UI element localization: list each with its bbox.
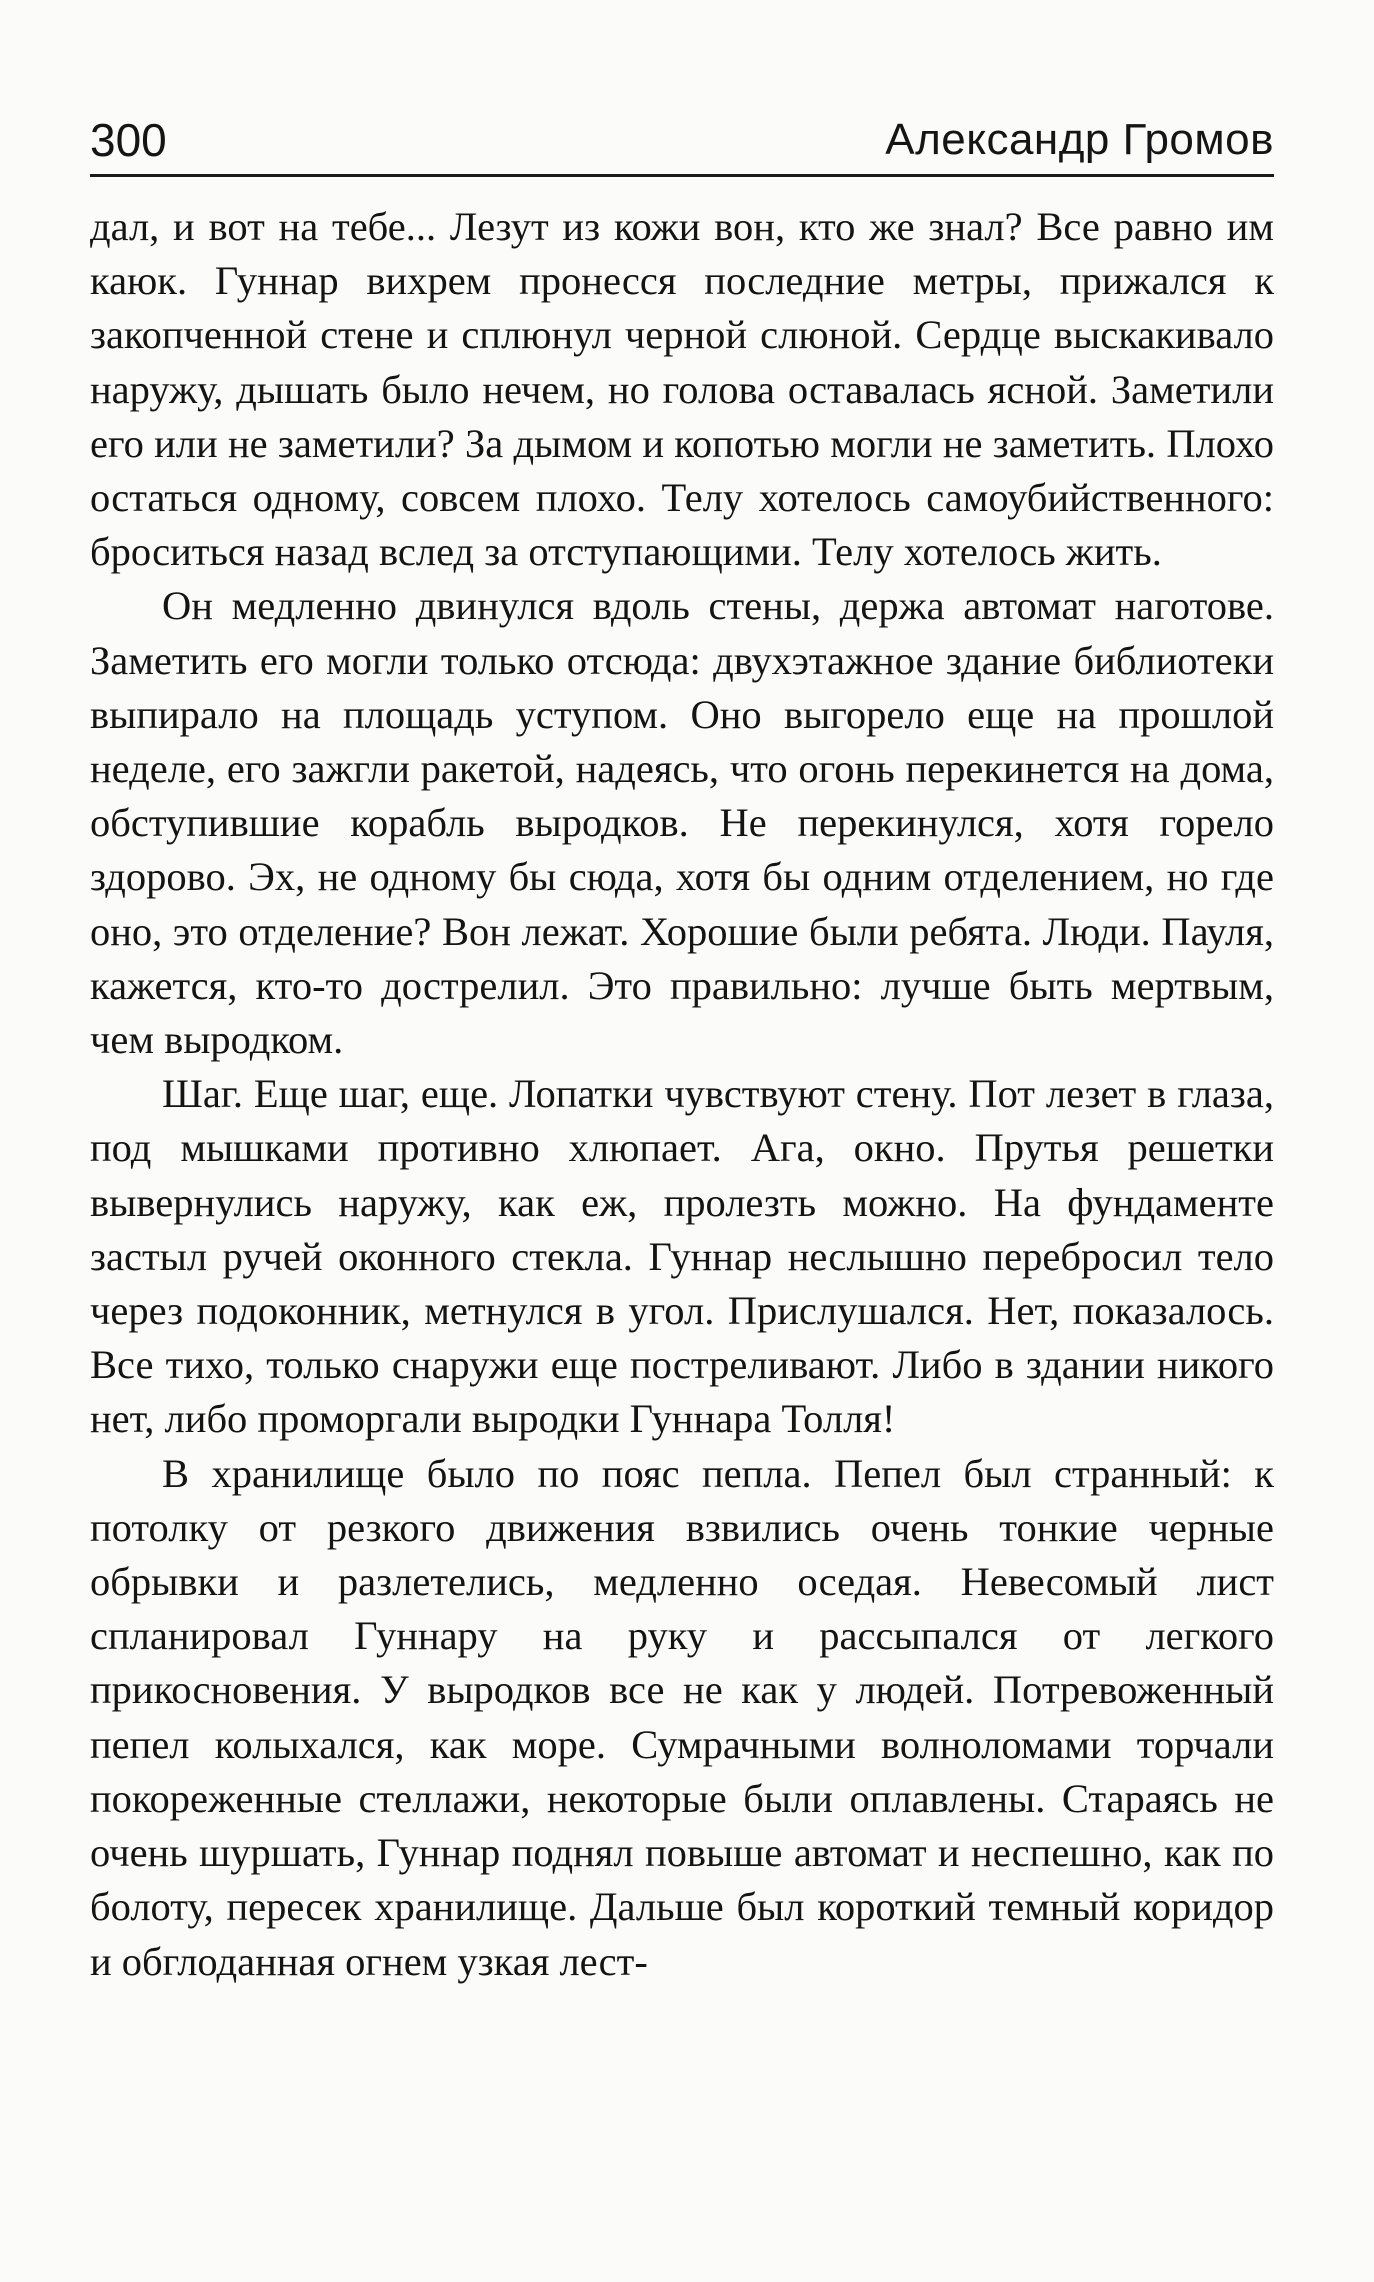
paragraph-1: дал, и вот на тебе... Лезут из кожи вон, кто же знал? Все равно им каюк. Гуннар вихрем пронесся последние метры, прижался к закопченной стене и сплюнул черной слюной. Сердце выскакивало наружу, дышать было нечем, но голова оставалась ясной. Заметили его или не заметили? За дымом и копотью могли не заметить. Плохо остаться одному, совсем плохо. Телу хотелось самоубийственного: броситься назад вслед за отступающими. Телу хотелось жить. bbox=[90, 204, 1274, 575]
paragraph-3: Шаг. Еще шаг, еще. Лопатки чувствуют стену. Пот лезет в глаза, под мышками противно хлюпает. Ага, окно. Прутья решетки вывернулись наружу, как еж, пролезть можно. На фундаменте застыл ручей оконного стекла. Гуннар неслышно перебросил тело через подоконник, метнулся в угол. Прислушался. Нет, показалось. Все тихо, только снаружи еще постреливают. Либо в здании никого нет, либо проморгали выродки Гуннара Толля! bbox=[90, 1071, 1274, 1442]
page-number: 300 bbox=[90, 114, 167, 166]
body-text bbox=[90, 200, 1274, 1989]
page-header bbox=[90, 112, 1274, 177]
paragraph-4: В хранилище было по пояс пепла. Пепел был странный: к потолку от резкого движения взвились очень тонкие черные обрывки и разлетелись, медленно оседая. Невесомый лист спланировал Гуннару на руку и рассыпался от легкого прикосновения. У выродков все не как у людей. Потревоженный пепел колыхался, как море. Сумрачными волноломами торчали покореженные стеллажи, некоторые были оплавлены. Стараясь не очень шуршать, Гуннар поднял повыше автомат и неспешно, как по болоту, пересек хранилище. Дальше был короткий темный коридор и обглоданная огнем узкая лест- bbox=[90, 1450, 1274, 1984]
running-head-author: Александр Громов bbox=[885, 115, 1274, 164]
paragraph-2: Он медленно двинулся вдоль стены, держа автомат наготове. Заметить его могли только отсюда: двухэтажное здание библиотеки выпирало на площадь уступом. Оно выгорело еще на прошлой неделе, его зажгли ракетой, надеясь, что огонь перекинется на дома, обступившие корабль выродков. Не перекинулся, хотя горело здорово. Эх, не одному бы сюда, хотя бы одним отделением, но где оно, это отделение? Вон лежат. Хорошие были ребята. Люди. Пауля, кажется, кто-то дострелил. Это правильно: лучше быть мертвым, чем выродком. bbox=[90, 583, 1274, 1063]
